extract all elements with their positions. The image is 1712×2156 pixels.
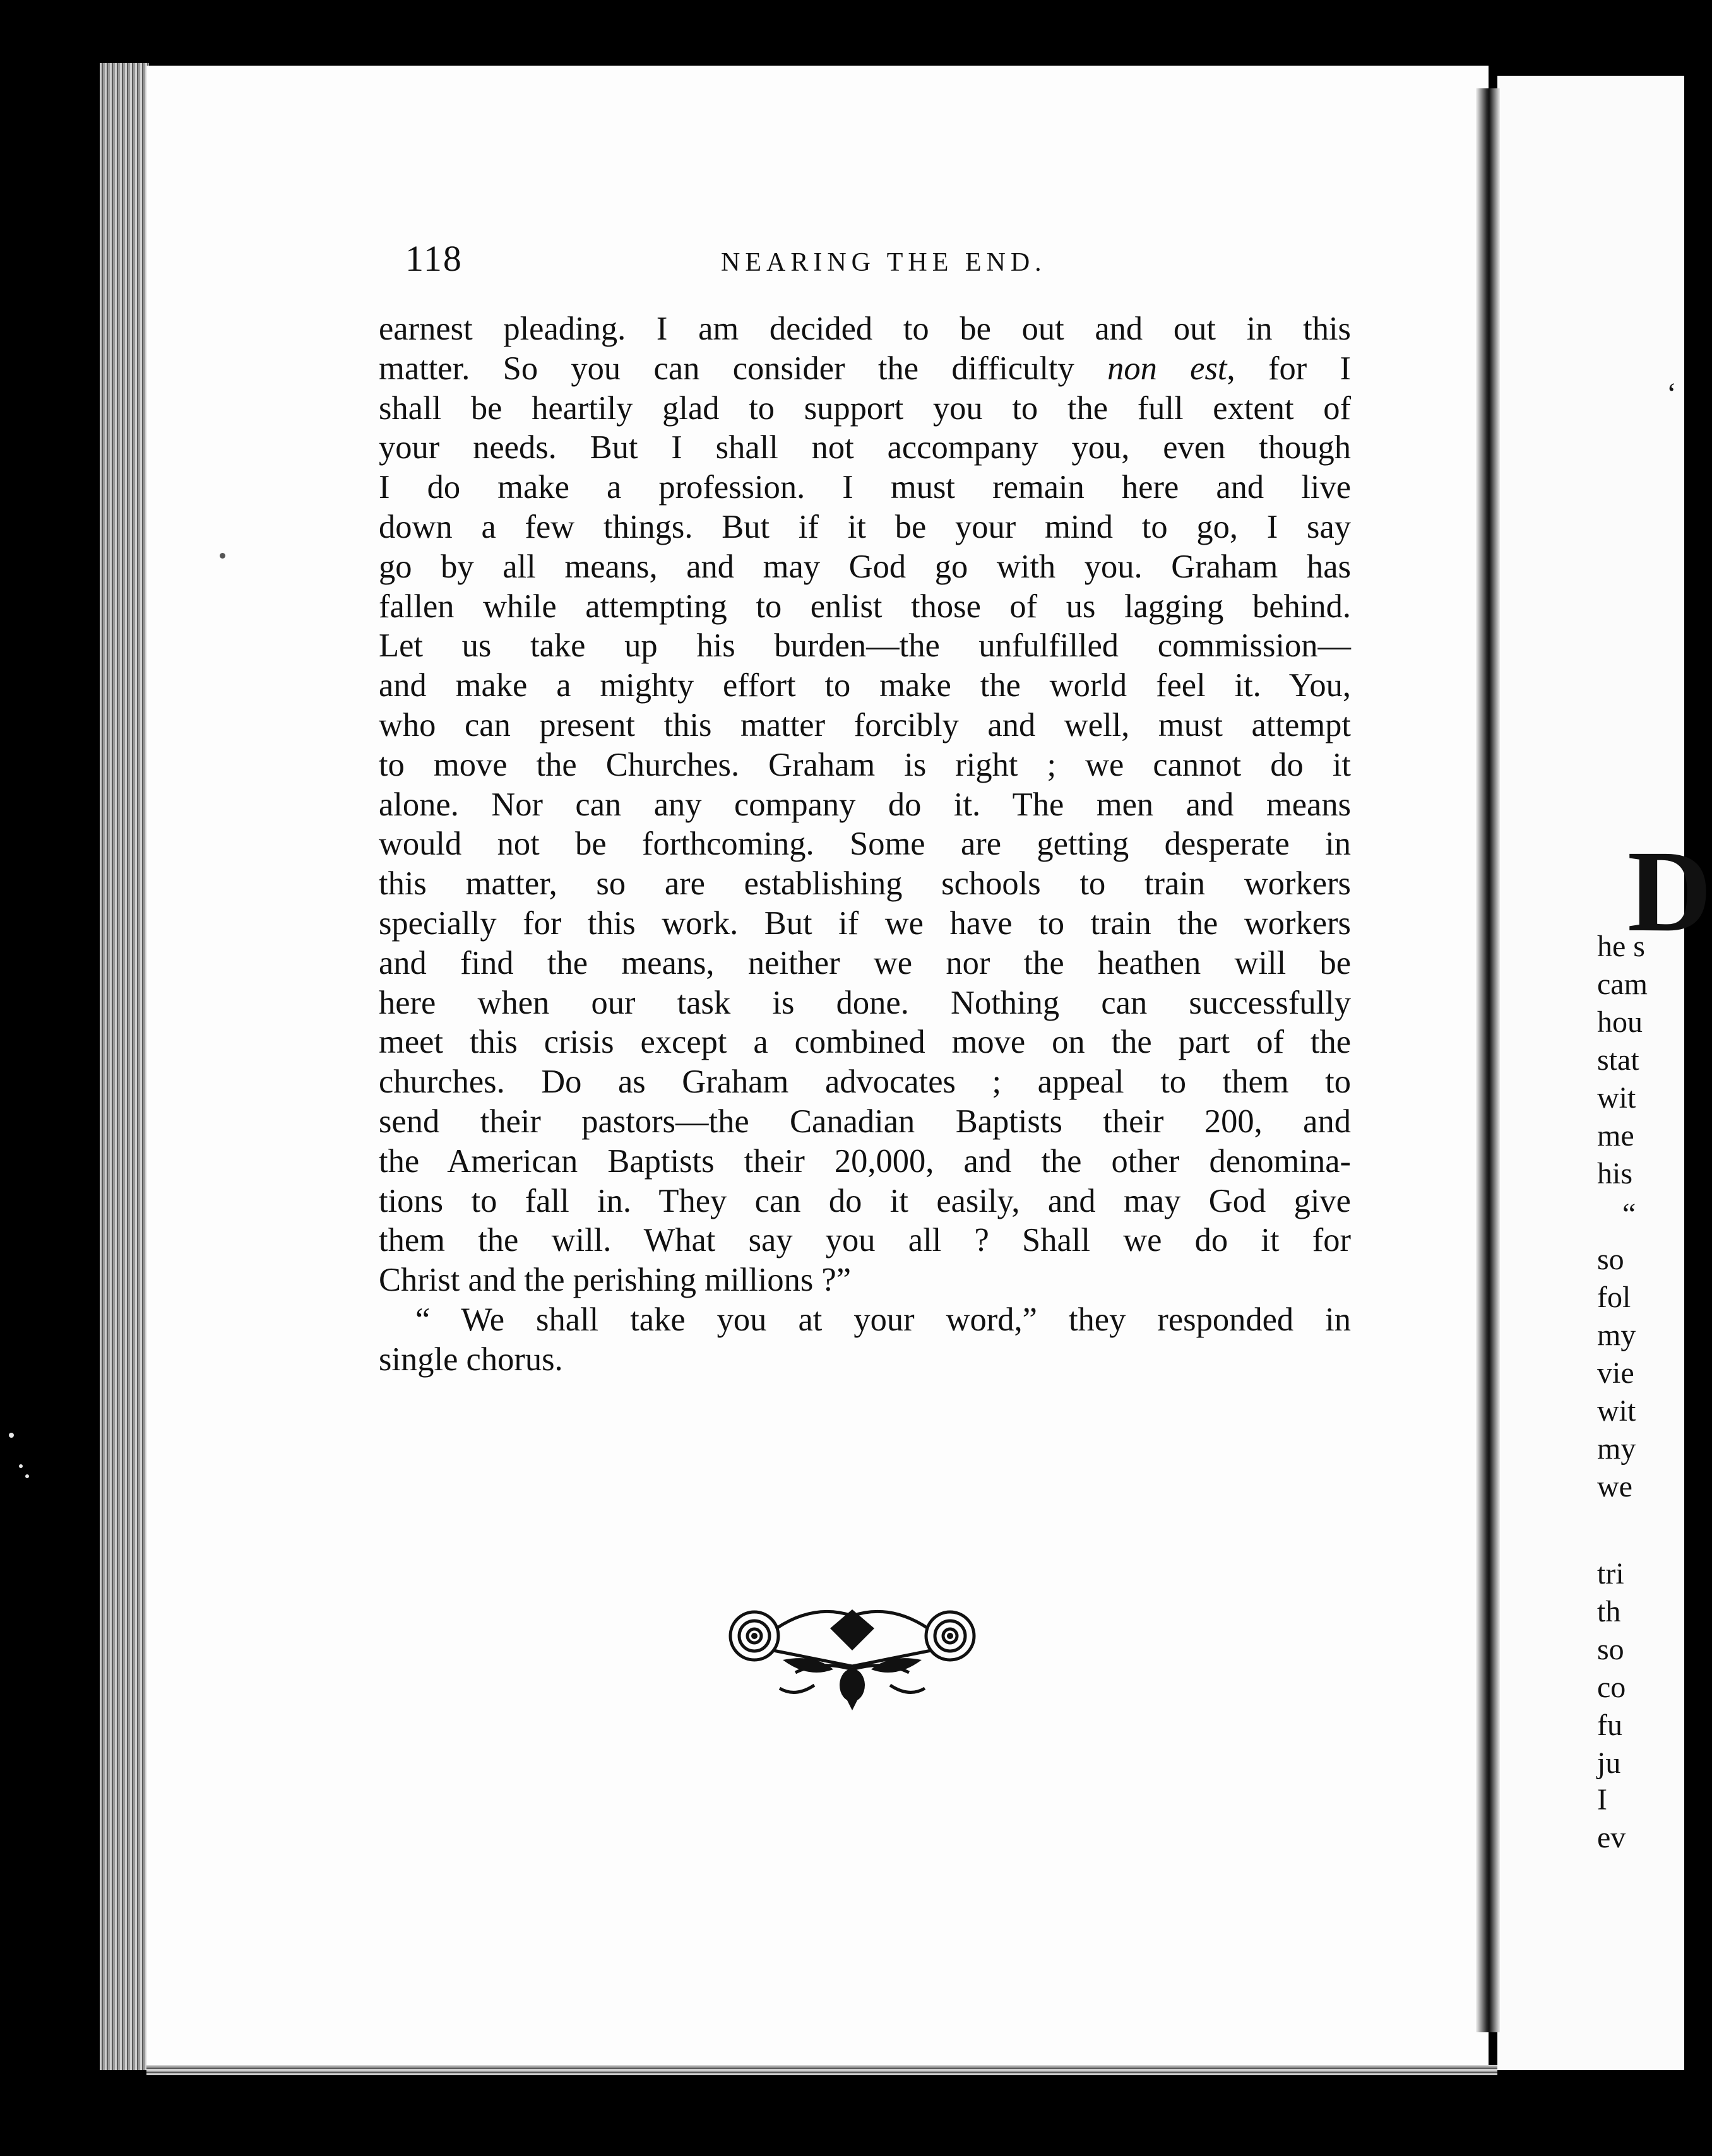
facing-line-fragment: my xyxy=(1597,1432,1636,1466)
body-line: meet this crisis except a combined move on the part of the xyxy=(379,1024,1351,1061)
body-line: tions to fall in. They can do it easily, and may God give xyxy=(379,1182,1351,1219)
reply-line: single chorus. xyxy=(379,1341,563,1378)
facing-line-fragment: I xyxy=(1597,1783,1607,1816)
facing-line-fragment: fol xyxy=(1597,1281,1631,1314)
drop-cap: D xyxy=(1627,827,1712,956)
body-line: churches. Do as Graham advocates ; appeal to them to xyxy=(379,1063,1351,1101)
scan-speck xyxy=(9,1433,14,1438)
body-text xyxy=(379,309,1351,1380)
scan-speck xyxy=(19,1464,23,1468)
facing-line-fragment: cam xyxy=(1597,968,1648,1001)
facing-line-fragment: stat xyxy=(1597,1043,1639,1077)
scrollwork-ornament-icon xyxy=(720,1590,985,1710)
body-line: to move the Churches. Graham is right ; we cannot do it xyxy=(379,746,1351,783)
facing-line-fragment: me xyxy=(1597,1119,1634,1152)
facing-line-fragment: my xyxy=(1597,1318,1636,1352)
body-line: Christ and the perishing millions ?” xyxy=(379,1262,852,1299)
facing-line-fragment: fu xyxy=(1597,1709,1622,1742)
facing-line-fragment: “ xyxy=(1622,1197,1636,1231)
facing-line-fragment: vie xyxy=(1597,1356,1634,1390)
book-page-edges xyxy=(100,63,149,2070)
body-line: go by all means, and may God go with you. Graham has xyxy=(379,548,1351,585)
body-line: here when our task is done. Nothing can successfully xyxy=(379,984,1351,1021)
facing-line-fragment: he s xyxy=(1597,930,1645,963)
facing-line-fragment: ev xyxy=(1597,1821,1626,1854)
body-line: would not be forthcoming. Some are getting desperate in xyxy=(379,826,1351,863)
facing-line-fragment: so xyxy=(1597,1243,1624,1276)
body-line: who can present this matter forcibly and well, must attempt xyxy=(379,706,1351,743)
body-line: matter. So you can consider the difficulty non est, for I xyxy=(379,350,1351,387)
facing-line-fragment: hou xyxy=(1597,1005,1643,1039)
facing-line-fragment: wit xyxy=(1597,1081,1636,1115)
body-line: specially for this work. But if we have to train the workers xyxy=(379,904,1351,942)
body-line: Let us take up his burden—the unfulfilled commission— xyxy=(379,627,1351,665)
book-gutter xyxy=(1476,88,1500,2032)
scan-speck xyxy=(25,1474,29,1478)
body-line: your needs. But I shall not accompany you, even though xyxy=(379,429,1351,466)
page-number: 118 xyxy=(405,238,463,279)
facing-page-mark: ‘ xyxy=(1667,377,1677,410)
book-bottom-edge xyxy=(146,2065,1497,2075)
body-line: this matter, so are establishing schools to train workers xyxy=(379,865,1351,903)
body-line: the American Baptists their 20,000, and the other denomina- xyxy=(379,1142,1351,1180)
facing-line-fragment: co xyxy=(1597,1671,1626,1704)
running-title: NEARING THE END. xyxy=(721,248,1047,277)
facing-line-fragment: th xyxy=(1597,1595,1621,1628)
body-line: them the will. What say you all ? Shall we do it for xyxy=(379,1222,1351,1259)
facing-line-fragment: tri xyxy=(1597,1557,1624,1590)
body-line: send their pastors—the Canadian Baptists their 200, and xyxy=(379,1103,1351,1140)
running-head xyxy=(405,237,1345,281)
facing-line-fragment: ju xyxy=(1597,1746,1621,1780)
body-line: I do make a profession. I must remain here and live xyxy=(379,469,1351,506)
body-line: alone. Nor can any company do it. The men and means xyxy=(379,786,1351,823)
facing-line-fragment: we xyxy=(1597,1470,1632,1503)
facing-line-fragment: wit xyxy=(1597,1394,1636,1428)
latin-phrase: non est xyxy=(1107,350,1227,387)
body-line: earnest pleading. I am decided to be out and out in this xyxy=(379,311,1351,347)
body-line: shall be heartily glad to support you to the full extent of xyxy=(379,389,1351,427)
body-line: fallen while attempting to enlist those of us lagging behind. xyxy=(379,588,1351,625)
body-line: down a few things. But if it be your mind to go, I say xyxy=(379,508,1351,545)
body-line: and find the means, neither we nor the heathen will be xyxy=(379,944,1351,981)
body-line: and make a mighty effort to make the world feel it. You, xyxy=(379,667,1351,704)
facing-page-text xyxy=(1597,827,1712,1906)
print-speck xyxy=(220,553,225,559)
reply-line: “ We shall take you at your word,” they responded in xyxy=(415,1301,1351,1338)
facing-line-fragment: so xyxy=(1597,1633,1624,1666)
facing-line-fragment: his xyxy=(1597,1157,1633,1190)
